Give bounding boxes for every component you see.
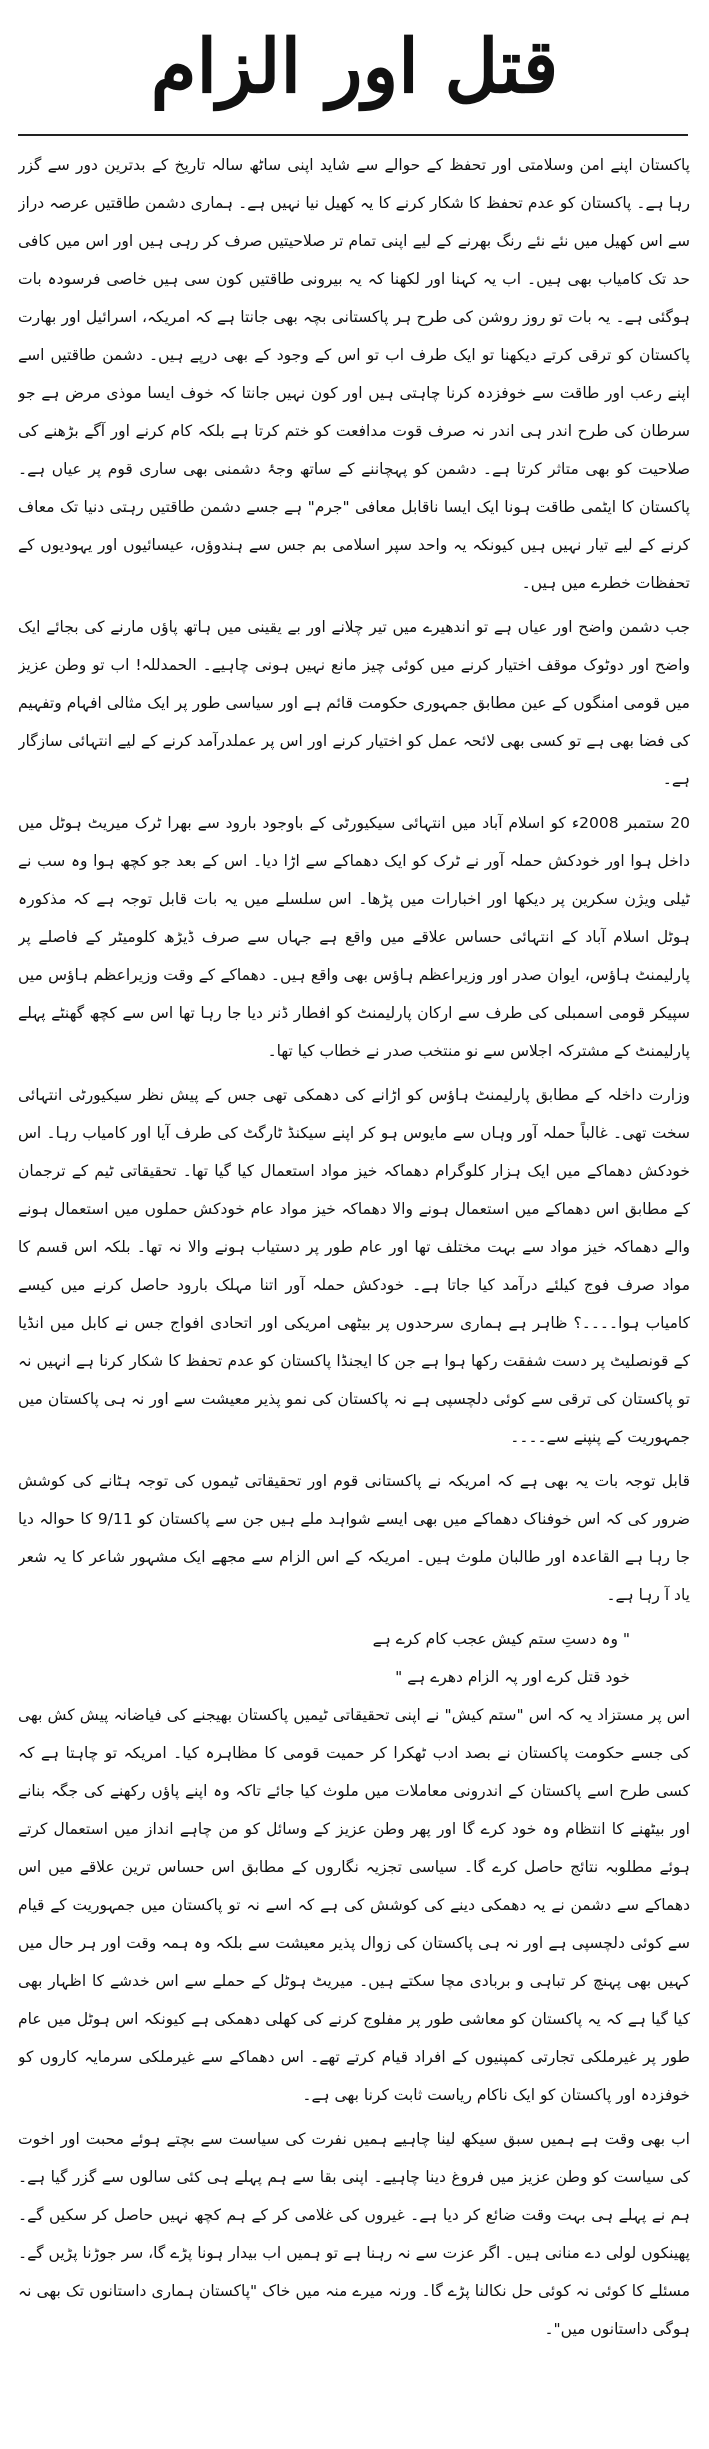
article-body [18, 146, 690, 2436]
title-divider [18, 134, 688, 136]
article-title: قتل اور الزام [150, 24, 559, 110]
headline-block [0, 12, 709, 132]
article-paragraph-3: 20 ستمبر 2008ء کو اسلام آباد میں انتہائی سیکیورٹی کے باوجود بارود سے بھرا ٹرک میریٹ ہوٹل میں داخل ہوا اور خودکش حملہ آور نے ٹرک کو ایک دھماکے سے اڑا دیا۔ اس کے بعد جو کچھ ہوا وہ سب نے ٹیلی ویژن سکرین پر دیکھا اور اخبارات میں پڑھا۔ اس سلسلے میں یہ بات قابل توجہ ہے کہ مذکورہ ہوٹل اسلام آباد کے انتہائی حساس علاقے میں واقع ہے جہاں سے صرف ڈیڑھ کلومیٹر کے فاصلے پر پارلیمنٹ ہاؤس، ایوان صدر اور وزیراعظم ہاؤس بھی واقع ہیں۔ دھماکے کے وقت وزیراعظم ہاؤس میں سپیکر قومی اسمبلی کی طرف سے ارکان پارلیمنٹ کو افطار ڈنر دیا جا رہا تھا اس سے کچھ گھنٹے پہلے پارلیمنٹ کے مشترکہ اجلاس سے نو منتخب صدر نے خطاب کیا تھا۔ [18, 814, 690, 1060]
verse-line-2: خود قتل کرے اور پہ الزام دھرے ہے " [395, 1668, 630, 1686]
article-paragraph-4: وزارت داخلہ کے مطابق پارلیمنٹ ہاؤس کو اڑانے کی دھمکی تھی جس کے پیش نظر سیکیورٹی انتہائی سخت تھی۔ غالباً حملہ آور وہاں سے مایوس ہو کر اپنے سیکنڈ ٹارگٹ کی طرف آیا اور کامیاب رہا۔ اس خودکش دھماکے میں ایک ہزار کلوگرام دھماکہ خیز مواد استعمال کیا گیا تھا۔ تحقیقاتی ٹیم کے ترجمان کے مطابق اس دھماکے میں استعمال ہونے والا دھماکہ خیز مواد عام خودکش حملوں میں استعمال ہونے والے دھماکہ خیز مواد سے بہت مختلف تھا اور عام طور پر دستیاب ہونے والا نہ تھا۔ بلکہ اس قسم کا مواد صرف فوج کیلئے درآمد کیا جاتا ہے۔ خودکش حملہ آور اتنا مہلک بارود حاصل کرنے میں کیسے کامیاب ہوا۔۔۔۔؟ ظاہر ہے ہماری سرحدوں پر بیٹھی امریکی اور اتحادی افواج جس نے کابل میں انڈیا کے قونصلیٹ پر دست شفقت رکھا ہوا ہے جن کا ایجنڈا پاکستان کو عدم تحفظ کا شکار کرنا ہے انہیں نہ تو پاکستان کی ترقی سے کوئی دلچسپی ہے نہ پاکستان کی نمو پذیر معیشت سے اور نہ ہی پاکستان میں جمہوریت کے پنپنے سے۔۔۔۔ [18, 1086, 690, 1446]
article-paragraph-6: اس پر مستزاد یہ کہ اس "ستم کیش" نے اپنی تحقیقاتی ٹیمیں پاکستان بھیجنے کی فیاضانہ پیش کش بھی کی جسے حکومت پاکستان نے بصد ادب ٹھکرا کر حمیت قومی کا مظاہرہ کیا۔ امریکہ تو چاہتا ہے کہ کسی طرح اسے پاکستان کے اندرونی معاملات میں ملوث کیا جائے تاکہ وہ اپنے پاؤں رکھنے کی جگہ بنانے اور بیٹھنے کا انتظام وہ خود کرے گا اور پھر وطن عزیز کے وسائل کو من چاہے انداز میں استعمال کرتے ہوئے مطلوبہ نتائج حاصل کرے گا۔ سیاسی تجزیہ نگاروں کے مطابق اس حساس ترین علاقے میں اس دھماکے سے دشمن نے یہ دھمکی دینے کی کوشش کی ہے کہ اسے نہ تو پاکستان میں جمہوریت کے قیام سے کوئی دلچسپی ہے اور نہ ہی پاکستان کی زوال پذیر معیشت سے بلکہ وہ ہمہ وقت اور ہر حال میں کہیں بھی پہنچ کر تباہی و بربادی مچا سکتے ہیں۔ میریٹ ہوٹل کے حملے سے اس خدشے کا اظہار بھی کیا گیا ہے کہ یہ پاکستان کو معاشی طور پر مفلوج کرنے کی کھلی دھمکی ہے کیونکہ اس ہوٹل میں عام طور پر غیرملکی تجارتی کمپنیوں کے افراد قیام کرتے تھے۔ اس دھماکے سے غیرملکی سرمایہ کاروں کو خوفزدہ اور پاکستان کو ایک ناکام ریاست ثابت کرنا بھی ہے۔ [18, 1706, 690, 2104]
article-paragraph-5: قابل توجہ بات یہ بھی ہے کہ امریکہ نے پاکستانی قوم اور تحقیقاتی ٹیموں کی توجہ ہٹانے کی کوشش ضرور کی کہ اس خوفناک دھماکے میں بھی ایسے شواہد ملے ہیں جن سے پاکستان کو 9/11 کا حوالہ دیا جا رہا ہے القاعدہ اور طالبان ملوث ہیں۔ امریکہ کے اس الزام سے مجھے ایک مشہور شاعر کا یہ شعر یاد آ رہا ہے۔ [18, 1472, 690, 1604]
article-paragraph-2: جب دشمن واضح اور عیاں ہے تو اندھیرے میں تیر چلانے اور بے یقینی میں ہاتھ پاؤں مارنے کی بجائے ایک واضح اور دوٹوک موقف اختیار کرنے میں کوئی چیز مانع نہیں ہونی چاہیے۔ الحمدللہ! اب تو وطن عزیز میں قومی امنگوں کے عین مطابق جمہوری حکومت قائم ہے اور سیاسی طور پر ایک مثالی افہام وتفہیم کی فضا بھی ہے تو کسی بھی لائحہ عمل کو اختیار کرنے اور اس پر عملدرآمد کرنے کے لیے انتہائی سازگار ہے۔ [18, 618, 690, 788]
verse-line-1: " وہ دستِ ستم کیش عجب کام کرے ہے [372, 1630, 630, 1648]
article-paragraph-1: پاکستان اپنے امن وسلامتی اور تحفظ کے حوالے سے شاید اپنی ساٹھ سالہ تاریخ کے بدترین دور سے گزر رہا ہے۔ پاکستان کو عدم تحفظ کا شکار کرنے کا یہ کھیل نیا نہیں ہے۔ ہماری دشمن طاقتیں عرصہ دراز سے اس کھیل میں نئے نئے رنگ بھرنے کے لیے اپنی تمام تر صلاحیتیں صرف کر رہی ہیں اور اس میں کافی حد تک کامیاب بھی ہیں۔ اب یہ کہنا اور لکھنا کہ یہ بیرونی طاقتیں کون سی ہیں خاصی فرسودہ بات ہوگئی ہے۔ یہ بات تو روز روشن کی طرح ہر پاکستانی بچہ بھی جانتا ہے کہ امریکہ، اسرائیل اور بھارت پاکستان کو ترقی کرتے دیکھنا تو ایک طرف اب تو اس کے وجود کے بھی درپے ہیں۔ دشمن طاقتیں اسے اپنے رعب اور طاقت سے خوفزدہ کرنا چاہتی ہیں اور کون نہیں جانتا کہ خوف ایسا موذی مرض ہے جو سرطان کی طرح اندر ہی اندر نہ صرف قوت مدافعت کو ختم کرتا ہے بلکہ کام کرنے اور آگے بڑھنے کی صلاحیت کو بھی متاثر کرتا ہے۔ دشمن کو پہچاننے کے ساتھ وجۂ دشمنی بھی ساری قوم پر عیاں ہے۔ پاکستان کا ایٹمی طاقت ہونا ایک ایسا ناقابل معافی "جرم" ہے جسے دشمن طاقتیں رہتی دنیا تک معاف کرنے کے لیے تیار نہیں ہیں کیونکہ یہ واحد سپر اسلامی بم جس سے ہندوؤں، عیسائیوں اور یہودیوں کے تحفظات خطرے میں ہیں۔ [18, 156, 690, 592]
article-paragraph-7: اب بھی وقت ہے ہمیں سبق سیکھ لینا چاہیے ہمیں نفرت کی سیاست سے بچتے ہوئے محبت اور اخوت کی سیاست کو وطن عزیز میں فروغ دینا چاہیے۔ اپنی بقا سے ہم پہلے ہی کئی سالوں سے گزر گیا ہے۔ ہم نے پہلے ہی بہت وقت ضائع کر دیا ہے۔ غیروں کی غلامی کر کے ہم کچھ نہیں حاصل کر سکیں گے۔ پھینکوں لولی دے منانی ہیں۔ اگر عزت سے نہ رہنا ہے تو ہمیں اب بیدار ہونا پڑے گا، سر جوڑنا پڑیں گے۔ مسئلے کا کوئی نہ کوئی حل نکالنا پڑے گا۔ ورنہ میرے منہ میں خاک "پاکستان ہماری داستانوں تک بھی نہ ہوگی داستانوں میں"۔ [18, 2130, 690, 2338]
